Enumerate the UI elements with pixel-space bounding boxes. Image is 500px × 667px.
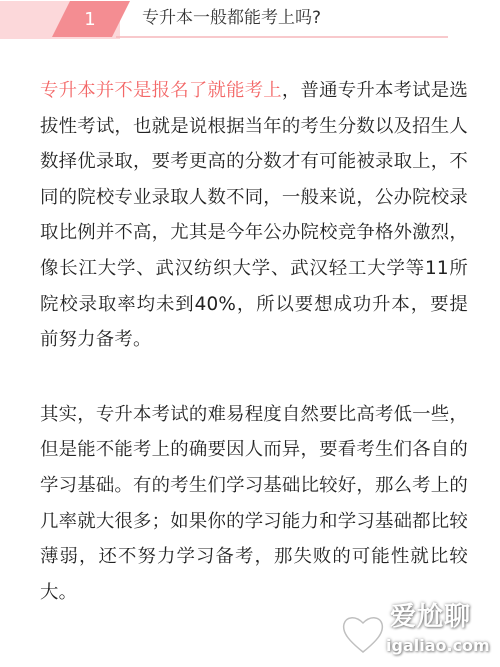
paragraph-2 [40,397,468,611]
watermark-title: 爱尬聊 [390,602,472,632]
watermark-url: igaliao.com [386,636,490,655]
paragraph-text: 其实，专升本考试的难易程度自然要比高考低一些，但是能不能考上的确要因人而异，要看考生们各自的学习基础。有的考生们学习基础比较好，那么考上的几率就大很多；如果你的学习能力和学习基础都比较薄弱，还不努力学习备考，那失败的可能性就比较大。 [40,403,468,603]
paragraph-text: ，普通专升本考试是选拔性考试，也就是说根据当年的考生分数以及招生人数择优录取，要考更高的分数才有可能被录取上，不同的院校专业录取人数不同，一般来说，公办院校录取比例并不高，尤其是今年公办院校竞争格外激烈，像长江大学、武汉纺织大学、武汉轻工大学等11所院校录取率均未到40%，所以要想成功升本，要提前努力备考。 [40,80,468,351]
section-number: 1 [84,9,96,30]
highlight-text: 专升本并不是报名了就能考上 [40,80,282,101]
section-title: 专升本一般都能考上吗? [142,8,322,28]
article-body [40,73,468,610]
heart-icon [340,612,386,656]
site-watermark [330,598,500,667]
section-header [0,0,500,40]
paragraph-1 [40,73,468,358]
